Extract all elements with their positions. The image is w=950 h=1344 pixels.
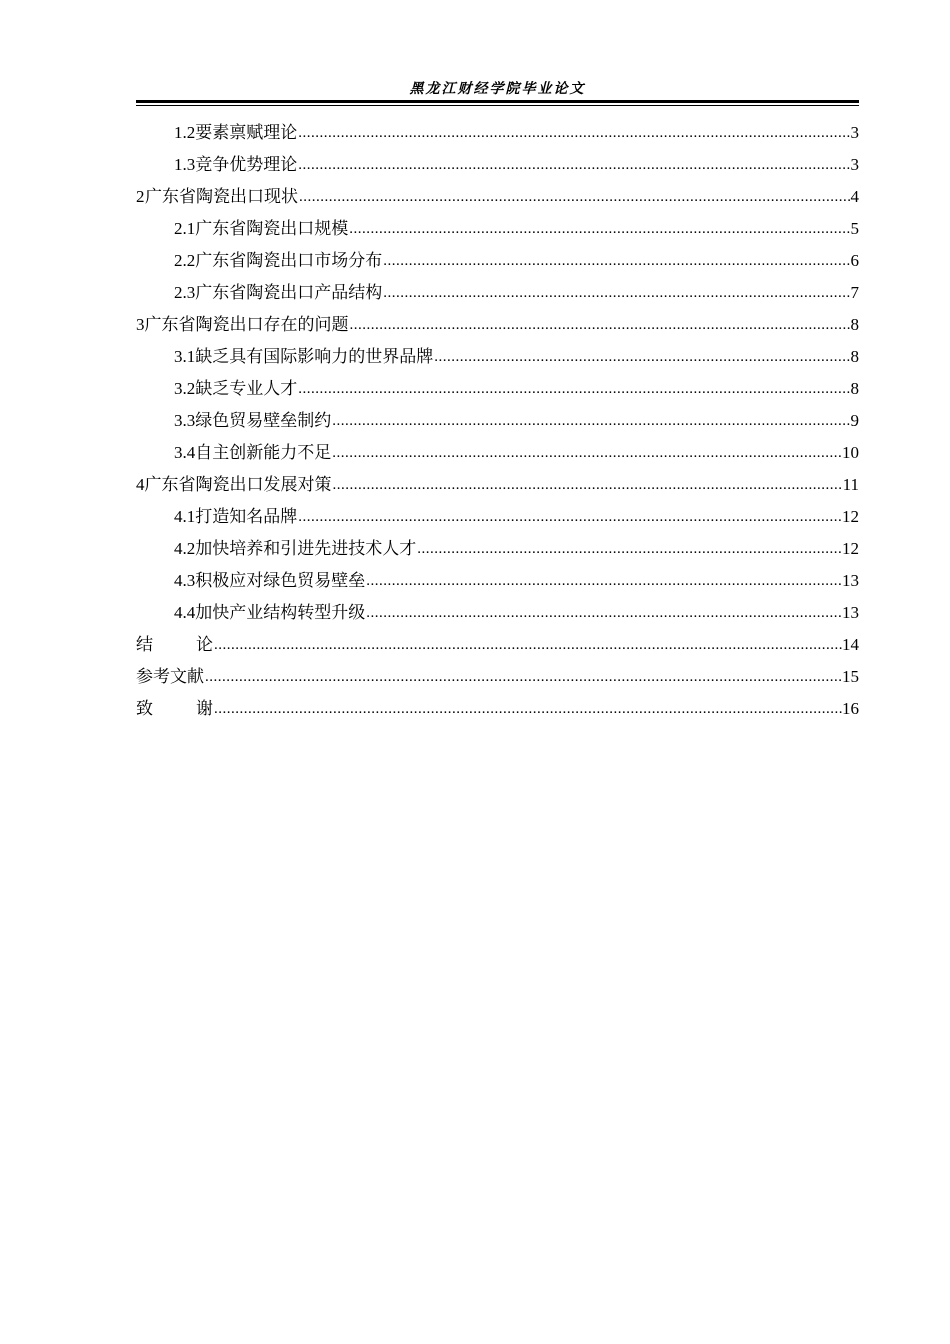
toc-entry[interactable] — [136, 501, 859, 533]
toc-entry-page-number: 8 — [850, 379, 859, 398]
toc-entry-page-number: 10 — [842, 443, 859, 462]
toc-dot-leader — [298, 372, 850, 404]
toc-dot-leader — [214, 628, 842, 660]
toc-dot-leader — [205, 660, 842, 692]
toc-entry-page-number: 7 — [850, 283, 859, 302]
toc-entry-title: 广东省陶瓷出口产品结构 — [195, 283, 383, 302]
toc-dot-leader — [299, 180, 850, 212]
toc-entry-page-number: 14 — [842, 635, 859, 654]
toc-entry[interactable] — [136, 309, 859, 341]
toc-dot-leader — [214, 692, 842, 724]
toc-dot-leader — [417, 532, 842, 564]
toc-entry-page-number: 13 — [842, 571, 859, 590]
toc-dot-leader — [349, 212, 850, 244]
toc-entry-title: 致谢 — [136, 699, 256, 718]
toc-entry-number: 2 — [136, 187, 145, 206]
toc-entry-title: 广东省陶瓷出口存在的问题 — [144, 315, 349, 334]
header-rule-thick — [136, 100, 859, 103]
toc-entry-page-number: 15 — [842, 667, 859, 686]
toc-dot-leader — [333, 468, 843, 500]
toc-entry[interactable] — [136, 149, 859, 181]
toc-entry[interactable] — [136, 565, 859, 597]
toc-entry[interactable] — [136, 213, 859, 245]
toc-entry-number: 1.2 — [174, 123, 196, 142]
toc-entry-page-number: 6 — [850, 251, 859, 270]
toc-entry-title: 绿色贸易壁垒制约 — [195, 411, 332, 430]
toc-entry-page-number: 3 — [850, 155, 859, 174]
toc-entry-page-number: 4 — [850, 187, 859, 206]
toc-entry-number: 3.4 — [174, 443, 196, 462]
toc-entry-title: 参考文献 — [136, 667, 204, 686]
toc-entry[interactable] — [136, 277, 859, 309]
toc-dot-leader — [332, 404, 850, 436]
toc-entry[interactable] — [136, 629, 859, 661]
toc-entry[interactable] — [136, 341, 859, 373]
toc-dot-leader — [298, 500, 842, 532]
toc-entry-number: 2.1 — [174, 219, 196, 238]
toc-entry-number: 3.2 — [174, 379, 196, 398]
toc-entry[interactable] — [136, 533, 859, 565]
toc-entry-number: 3.1 — [174, 347, 196, 366]
toc-entry-page-number: 8 — [850, 315, 859, 334]
toc-entry-page-number: 5 — [850, 219, 859, 238]
toc-entry[interactable] — [136, 117, 859, 149]
toc-dot-leader — [366, 564, 842, 596]
toc-entry-title: 要素禀赋理论 — [195, 123, 298, 142]
toc-entry-number: 3 — [136, 315, 145, 334]
toc-entry-page-number: 11 — [842, 475, 859, 494]
toc-entry[interactable] — [136, 245, 859, 277]
toc-entry-number: 4.3 — [174, 571, 196, 590]
toc-entry-page-number: 13 — [842, 603, 859, 622]
toc-entry-title: 广东省陶瓷出口现状 — [145, 187, 299, 206]
toc-entry-title: 缺乏具有国际影响力的世界品牌 — [195, 347, 434, 366]
toc-entry-page-number: 12 — [842, 539, 859, 558]
toc-entry[interactable] — [136, 373, 859, 405]
page-header: 黑龙江财经学院毕业论文 — [409, 81, 586, 97]
header-rule-thin — [136, 105, 859, 106]
toc-entry-number: 2.2 — [174, 251, 196, 270]
toc-dot-leader — [332, 436, 842, 468]
toc-entry-title: 竞争优势理论 — [195, 155, 298, 174]
toc-entry-title: 积极应对绿色贸易壁垒 — [195, 571, 366, 590]
toc-entry-title: 自主创新能力不足 — [195, 443, 332, 462]
toc-entry-number: 2.3 — [174, 283, 196, 302]
toc-entry[interactable] — [136, 693, 859, 725]
toc-entry-title: 缺乏专业人才 — [195, 379, 298, 398]
toc-dot-leader — [383, 244, 850, 276]
toc-entry-number: 4.2 — [174, 539, 196, 558]
toc-entry-title: 加快培养和引进先进技术人才 — [195, 539, 417, 558]
toc-entry-number: 4.1 — [174, 507, 196, 526]
toc-dot-leader — [298, 116, 850, 148]
toc-entry-title: 结论 — [136, 635, 256, 654]
toc-entry-number: 3.3 — [174, 411, 196, 430]
toc-entry-number: 1.3 — [174, 155, 196, 174]
toc-entry-title: 广东省陶瓷出口规模 — [195, 219, 349, 238]
table-of-contents — [136, 117, 859, 725]
toc-entry-page-number: 16 — [842, 699, 859, 718]
toc-dot-leader — [366, 596, 842, 628]
toc-entry-title: 广东省陶瓷出口市场分布 — [195, 251, 383, 270]
toc-dot-leader — [434, 340, 850, 372]
toc-entry[interactable] — [136, 469, 859, 501]
toc-entry[interactable] — [136, 597, 859, 629]
toc-entry-page-number: 12 — [842, 507, 859, 526]
toc-entry-page-number: 3 — [850, 123, 859, 142]
toc-dot-leader — [298, 148, 850, 180]
toc-entry[interactable] — [136, 661, 859, 693]
toc-entry-page-number: 9 — [850, 411, 859, 430]
toc-entry-title: 打造知名品牌 — [195, 507, 298, 526]
toc-entry-number: 4.4 — [174, 603, 196, 622]
toc-entry[interactable] — [136, 405, 859, 437]
toc-entry-title: 加快产业结构转型升级 — [195, 603, 366, 622]
toc-entry-page-number: 8 — [850, 347, 859, 366]
toc-entry[interactable] — [136, 437, 859, 469]
toc-dot-leader — [350, 308, 851, 340]
toc-entry[interactable] — [136, 181, 859, 213]
toc-entry-number: 4 — [136, 475, 145, 494]
toc-dot-leader — [383, 276, 850, 308]
toc-entry-title: 广东省陶瓷出口发展对策 — [144, 475, 332, 494]
